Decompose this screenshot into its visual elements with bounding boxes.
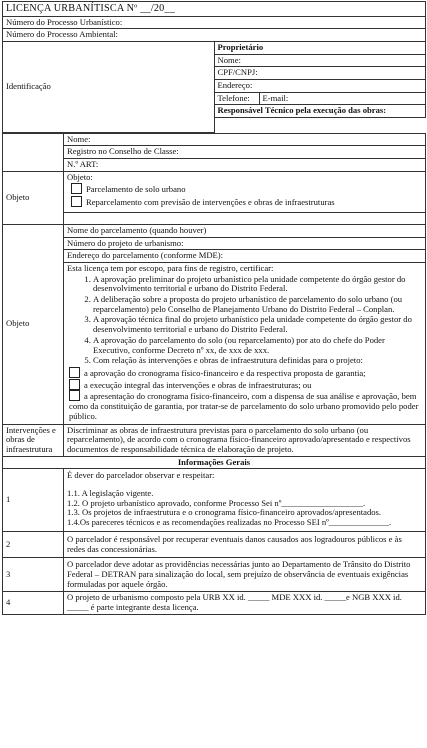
owner-email-field: E-mail: xyxy=(262,92,289,103)
certification-item: 1. A aprovação preliminar do projeto urbanístico pela unidade competente do órgão gestor do desenvolvimento territorial e urbano do Distrito Federal. xyxy=(93,275,422,294)
info-row-3: O parcelador deve adotar as providências necessárias junto ao Departamento de Trânsito do Distrito Federal – DETRAN para sinalização do local, sem prejuízo de observância de eventuais exigências formuladas por aquele órgão. xyxy=(64,558,426,592)
info-row-1-line: 1.2. O projeto urbanístico aprovado, conforme Processo Sei nº___________________. xyxy=(67,497,366,508)
general-info-title: Informações Gerais xyxy=(3,456,426,469)
license-scope-cell xyxy=(64,262,426,424)
license-title: LICENÇA URBANÍTISCA Nº __/20__ xyxy=(3,2,426,17)
info-row-1-line: 1.4.Os pareceres técnicos e as recomendações realizadas no Processo SEI nº______________. xyxy=(67,517,392,528)
option-reparcelamento[interactable] xyxy=(71,196,422,208)
subdivision-address-field: Endereço do parcelamento (conforme MDE): xyxy=(64,250,426,263)
info-row-1 xyxy=(64,469,426,532)
subdivision-name-field: Nome do parcelamento (quando houver) xyxy=(64,224,426,237)
urban-project-number-field: Número do projeto de urbanismo: xyxy=(64,237,426,250)
header-table xyxy=(2,1,426,133)
info-row-number: 1 xyxy=(3,469,64,532)
info-row-number: 3 xyxy=(3,558,64,592)
owner-name-field: Nome: xyxy=(214,54,426,67)
object-options-cell xyxy=(64,171,426,212)
license-scope-intro: Esta licença tem por escopo, para fins de registro, certificar: xyxy=(67,262,274,273)
info-row-2: O parcelador é responsável por recuperar eventuais danos causados aos logradouros públicos e às redes das concessionárias. xyxy=(64,531,426,557)
object-blank-row xyxy=(64,212,426,224)
info-row-1-lead: É dever do parcelador observar e respeitar: xyxy=(67,470,215,481)
interventions-label: Intervenções e obras de infraestrutura xyxy=(3,424,64,456)
certification-item: 2. A deliberação sobre a proposta do projeto urbanístico de parcelamento do solo urbano (ou reparcelamento) pelo Conselho de Planejamento Urbano do Distrito Federal – Conplan. xyxy=(93,295,422,314)
option-parcelamento[interactable] xyxy=(71,183,422,195)
identification-label: Identificação xyxy=(3,41,215,132)
option-apresentacao-label: a apresentação do cronograma físico-financeiro, com a dispensa de sua análise e aprovação, bem como da constituição de garantia, por tratar-se de parcelamento do solo urbano promovido pelo poder público. xyxy=(69,391,419,421)
option-cronograma-label: a aprovação do cronograma físico-financeiro e da respectiva proposta de garantia; xyxy=(84,368,366,378)
owner-cpf-field: CPF/CNPJ: xyxy=(214,67,426,80)
certification-list xyxy=(67,275,422,366)
option-cronograma[interactable] xyxy=(69,367,422,379)
technical-responsible-title: Responsável Técnico pela execução das obras: xyxy=(214,105,426,118)
object-title: Objeto: xyxy=(67,171,93,182)
owner-address-field: Endereço: xyxy=(214,80,426,93)
info-row-number: 2 xyxy=(3,531,64,557)
option-apresentacao[interactable] xyxy=(69,390,422,421)
certification-item: 5. Com relação às intervenções e obras de infraestrutura definidas para o projeto: xyxy=(93,356,422,366)
object-label-upper: Objeto xyxy=(3,171,64,224)
owner-section-title: Proprietário xyxy=(214,41,426,54)
technician-label-cell xyxy=(3,133,64,171)
urban-process-number: Número do Processo Urbanístico: xyxy=(3,16,426,29)
checkbox-icon[interactable] xyxy=(69,390,80,401)
option-reparcelamento-label: Reparcelamento com previsão de intervenções e obras de infraestruturas xyxy=(86,197,335,208)
infrastructure-options xyxy=(69,367,422,422)
owner-contact-row xyxy=(214,92,426,105)
checkbox-icon[interactable] xyxy=(71,183,82,194)
info-row-number: 4 xyxy=(3,592,64,614)
technician-name-field: Nome: xyxy=(64,133,426,146)
option-execucao[interactable] xyxy=(69,379,422,391)
spacer xyxy=(214,118,426,133)
option-execucao-label: a execução integral das intervenções e obras de infraestruturas; ou xyxy=(84,379,312,390)
checkbox-icon[interactable] xyxy=(69,367,80,378)
interventions-text: Discriminar as obras de infraestrutura previstas para o parcelamento do solo urbano (ou reparcelamento), de acordo com o cronograma físico-financeiro aprovado/apresentado e respectivos documentos de responsabilidade técnica de elaboração de projeto. xyxy=(64,424,426,456)
certification-item: 4. A aprovação do parcelamento do solo (ou reparcelamento) por ato do chefe do Poder Executivo, conforme Decreto nº xx, de xxx de xxx. xyxy=(93,336,422,355)
license-document xyxy=(2,1,426,615)
info-row-4: O projeto de urbanismo composto pela URB XX id. _____ MDE XXX id. _____e NGB XXX id. _____ é parte integrante desta licença. xyxy=(64,592,426,614)
certification-item: 3. A aprovação técnica final do projeto urbanístico pela unidade competente do órgão gestor do desenvolvimento territorial e urbano do Distrito Federal. xyxy=(93,315,422,334)
owner-phone-field: Telefone: xyxy=(215,93,260,105)
info-row-1-line: 1.1. A legislação vigente. xyxy=(67,488,154,499)
technician-registry-field: Registro no Conselho de Classe: xyxy=(64,146,426,159)
object-table xyxy=(2,133,426,615)
technician-art-field: N.º ART: xyxy=(64,159,426,172)
checkbox-icon[interactable] xyxy=(69,379,80,390)
environmental-process-number: Número do Processo Ambiental: xyxy=(3,29,426,42)
object-label: Objeto xyxy=(3,224,64,424)
info-row-1-line: 1.3. Os projetos de infraestrutura e o cronograma físico-financeiro aprovados/apresentados. xyxy=(67,507,382,518)
checkbox-icon[interactable] xyxy=(71,196,82,207)
option-parcelamento-label: Parcelamento de solo urbano xyxy=(86,184,186,195)
